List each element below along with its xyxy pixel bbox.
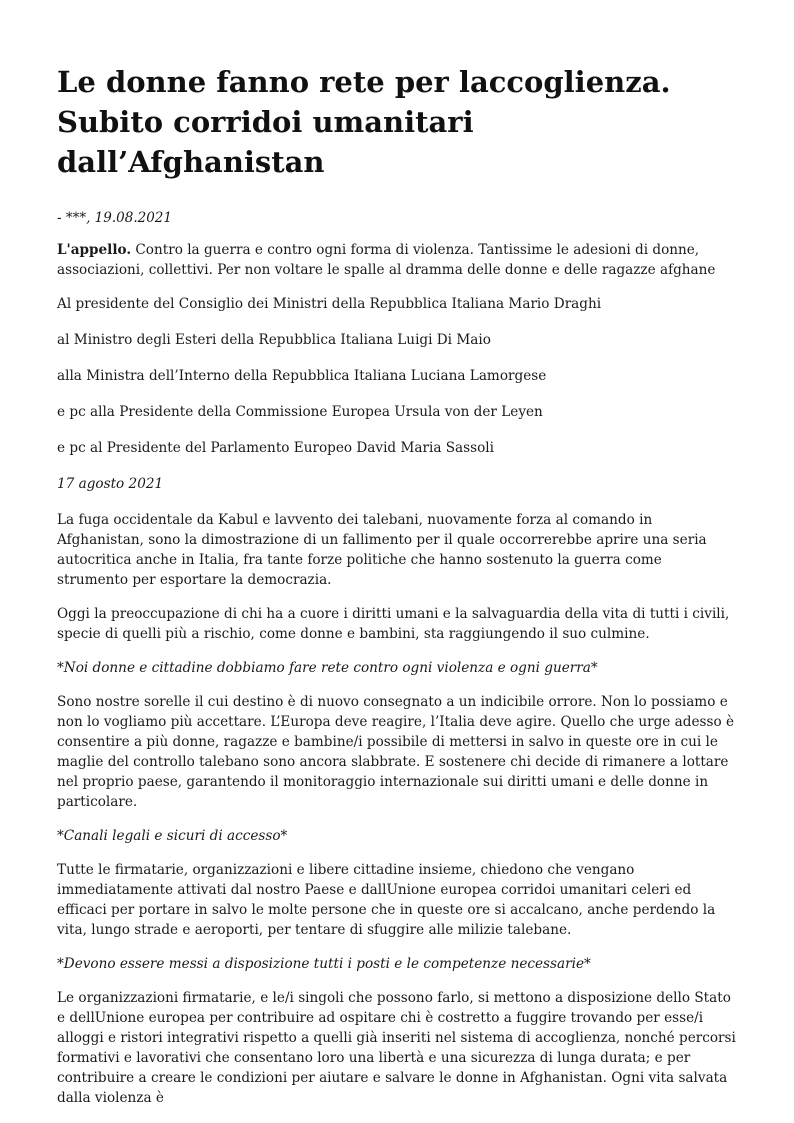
addressee-5: e pc al Presidente del Parlamento Europeo David Maria Sassoli [57,440,494,456]
subheading-1-text: Noi donne e cittadine dobbiamo fare rete contro ogni violenza e ogni guerra [63,660,591,676]
paragraph-2: Oggi la preoccupazione di chi ha a cuore i diritti umani e la salvaguardia della vita di tutti i civili, specie di quelli più a rischio, come donne e bambini, sta raggiungendo il suo culmine. [57,606,730,642]
paragraph-1: La fuga occidentale da Kabul e lavvento dei talebani, nuovamente forza al comando in Afghanistan, sono la dimostrazione di un fallimento per il quale occorrerebbe aprire una seria autocritica anche in Italia, fra tante forze politiche che hanno sostenuto la guerra come strumento per esportare la democrazia. [57,512,707,588]
subheading-1 [57,658,737,678]
paragraph-5: Le organizzazioni firmatarie, e le/i singoli che possono farlo, si mettono a disposizione dello Stato e dellUnione europea per contribuire ad ospitare chi è costretto a fuggire trovando per esse/i alloggi e ristori integrativi rispetto a quelli già inseriti nel sistema di accoglienza, nonché percorsi formativi e lavorativi che consentano loro una libertà e una sicurezza di lunga durata; e per contribuire a creare le condizioni per aiutare e salvare le donne in Afghanistan. Ogni vita salvata dalla violenza è [57,990,736,1106]
lead-paragraph [57,240,737,280]
subheading-3-text: Devono essere messi a disposizione tutti i posti e le competenze necessarie [63,956,584,972]
subheading-3 [57,954,737,974]
letter-date: 17 agosto 2021 [57,476,164,492]
subheading-3-star-open: * [57,956,64,972]
subheading-1-star-open: * [57,660,64,676]
article-title: Le donne fanno rete per laccoglienza. Subito corridoi umanitari dall’Afghanistan [57,65,671,179]
addressee-3: alla Ministra dell’Interno della Repubblica Italiana Luciana Lamorgese [57,368,547,384]
subheading-2-star-open: * [57,828,64,844]
subheading-3-star-close: * [583,956,591,972]
subheading-2-text: Canali legali e sicuri di accesso [63,828,281,844]
addressee-2: al Ministro degli Esteri della Repubblica Italiana Luigi Di Maio [57,332,491,348]
subheading-1-star-close: * [590,660,598,676]
subheading-2 [57,826,737,846]
lead-label: L'appello. [57,242,132,258]
subheading-2-star-close: * [280,828,288,844]
lead-text: Contro la guerra e contro ogni forma di violenza. Tantissime le adesioni di donne, associazioni, collettivi. Per non voltare le spalle al dramma delle donne e delle ragazze afghane [57,242,716,278]
paragraph-3: Sono nostre sorelle il cui destino è di nuovo consegnato a un indicibile orrore. Non lo possiamo e non lo vogliamo più accettare. L’Europa deve reagire, l’Italia deve agire. Quello che urge adesso è consentire a più donne, ragazze e bambine/i possibile di mettersi in salvo in queste ore in cui le maglie del controllo talebano sono ancora slabbrate. E sostenere chi decide di rimanere a lottare nel proprio paese, garantendo il monitoraggio internazionale sui diritti umani e delle donne in particolare. [57,694,735,810]
article-meta: - ***, 19.08.2021 [57,210,172,226]
addressee-1: Al presidente del Consiglio dei Ministri della Repubblica Italiana Mario Draghi [57,296,602,312]
paragraph-4: Tutte le firmatarie, organizzazioni e libere cittadine insieme, chiedono che vengano immediatamente attivati dal nostro Paese e dallUnione europea corridoi umanitari celeri ed efficaci per portare in salvo le molte persone che in queste ore si accalcano, anche perdendo la vita, lungo strade e aeroporti, per tentare di sfuggire alle milizie talebane. [57,862,716,938]
addressee-4: e pc alla Presidente della Commissione Europea Ursula von der Leyen [57,404,543,420]
